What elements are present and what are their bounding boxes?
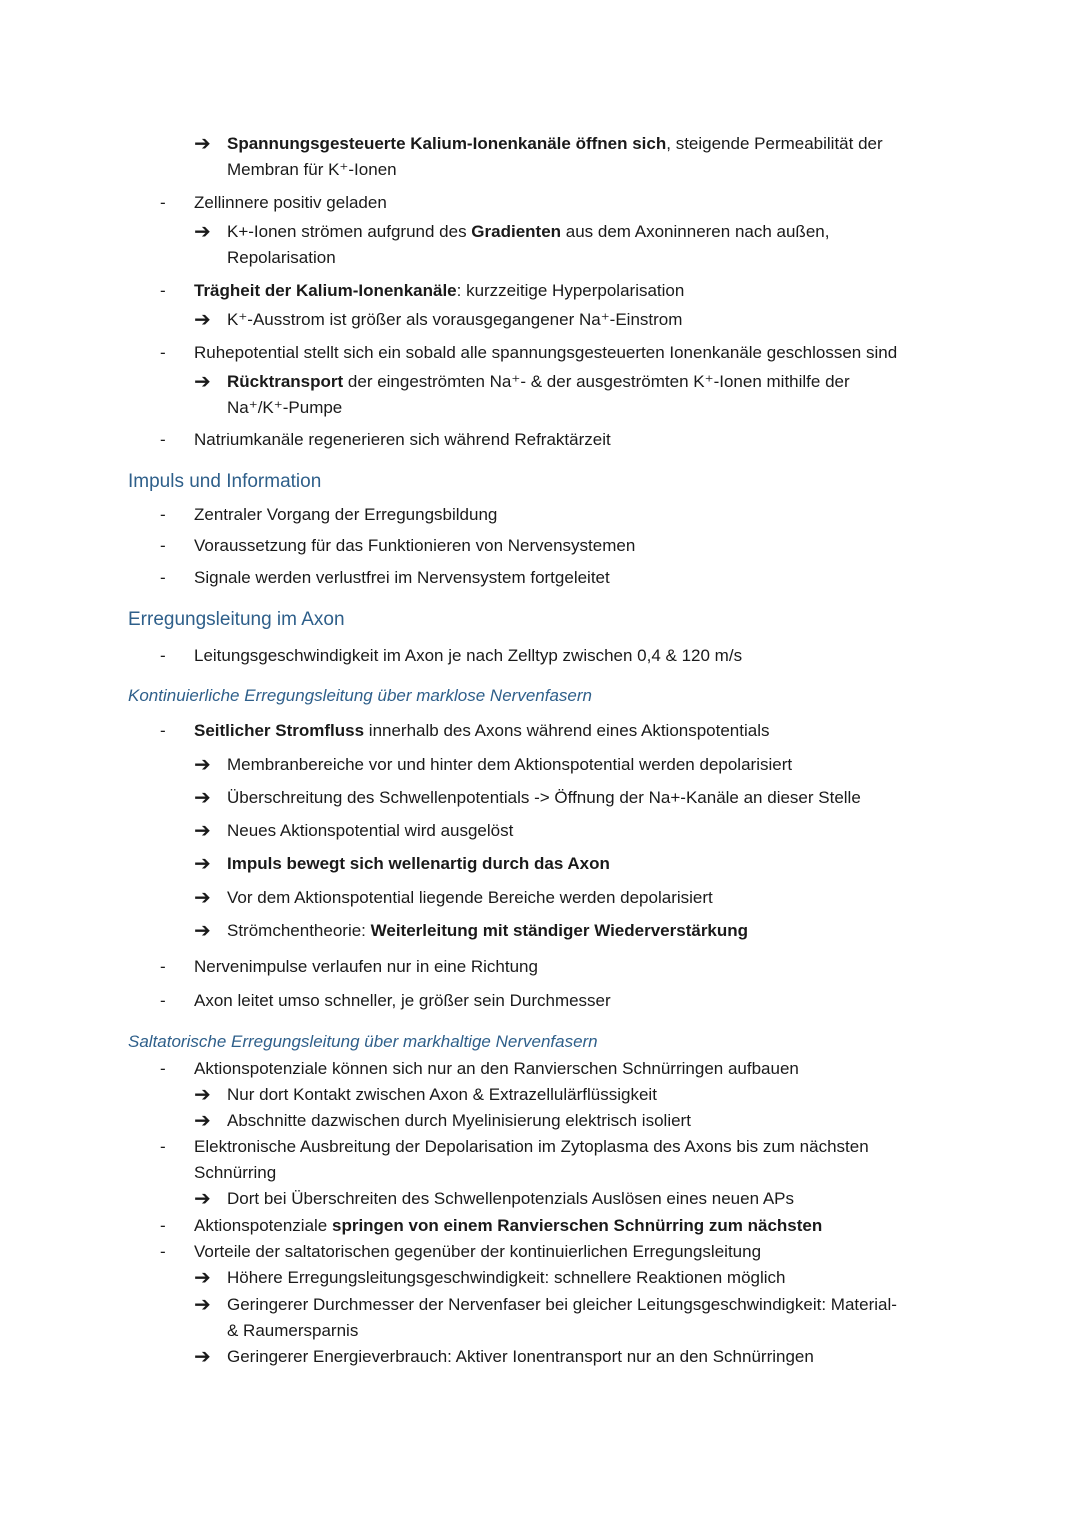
- text-run: Impuls und Information: [128, 471, 322, 492]
- text-run: , steigende Permeabilität der: [666, 134, 883, 153]
- text-run: Vorteile der saltatorischen gegenüber der kontinuierlichen Erregungsleitung: [194, 1242, 762, 1261]
- text-line: [227, 247, 336, 269]
- bullet-dash: -: [160, 721, 166, 740]
- text-line: [227, 309, 682, 331]
- text-run: Schnürring: [194, 1163, 277, 1182]
- bullet-dash: -: [160, 193, 166, 212]
- section-heading: [128, 608, 345, 632]
- text-line: [194, 504, 497, 526]
- text-run: Voraussetzung für das Funktionieren von Nervensystemen: [194, 536, 636, 555]
- text-run: Zellinnere positiv geladen: [194, 193, 387, 212]
- section-heading: [128, 470, 321, 494]
- text-run: Membran für K⁺-Ionen: [227, 160, 397, 179]
- text-run: innerhalb des Axons während eines Aktionspotentials: [364, 721, 770, 740]
- arrow-icon: ➔: [194, 371, 211, 393]
- text-run: Strömchentheorie:: [227, 921, 371, 940]
- arrow-icon: ➔: [194, 754, 211, 776]
- arrow-icon: ➔: [194, 1346, 211, 1368]
- text-line: [227, 754, 792, 776]
- text-run: Ruhepotential stellt sich ein sobald alle spannungsgesteuerten Ionenkanäle geschlossen sind: [194, 343, 898, 362]
- text-run: Zentraler Vorgang der Erregungsbildung: [194, 505, 498, 524]
- text-run: Natriumkanäle regenerieren sich während Refraktärzeit: [194, 430, 611, 449]
- text-line: [227, 853, 610, 875]
- text-run: Höhere Erregungsleitungsgeschwindigkeit: schnellere Reaktionen möglich: [227, 1268, 786, 1287]
- bullet-dash: -: [160, 430, 166, 449]
- text-line: [227, 1267, 786, 1289]
- bullet-dash: -: [160, 957, 166, 976]
- text-line: [194, 192, 387, 214]
- text-run: der eingeströmten Na⁺- & der ausgeströmten K⁺-Ionen mithilfe der: [343, 372, 850, 391]
- text-run: Membranbereiche vor und hinter dem Aktionspotential werden depolarisiert: [227, 755, 793, 774]
- text-run: Elektronische Ausbreitung der Depolarisation im Zytoplasma des Axons bis zum nächsten: [194, 1137, 869, 1156]
- text-run: Saltatorische Erregungsleitung über markhaltige Nervenfasern: [128, 1032, 598, 1051]
- text-line: [194, 1241, 761, 1263]
- arrow-icon: ➔: [194, 1188, 211, 1210]
- text-line: [227, 371, 850, 393]
- arrow-icon: ➔: [194, 887, 211, 909]
- bullet-dash: -: [160, 505, 166, 524]
- text-run: aus dem Axoninneren nach außen,: [561, 222, 830, 241]
- text-line: [194, 1162, 276, 1184]
- bold-text: Trägheit der Kalium-Ionenkanäle: [194, 281, 457, 300]
- bold-text: Spannungsgesteuerte Kalium-Ionenkanäle öffnen sich: [227, 134, 667, 153]
- arrow-icon: ➔: [194, 133, 211, 155]
- arrow-icon: ➔: [194, 309, 211, 331]
- bold-text: Weiterleitung mit ständiger Wiederverstärkung: [370, 921, 749, 940]
- text-run: Abschnitte dazwischen durch Myelinisierung elektrisch isoliert: [227, 1111, 691, 1130]
- arrow-icon: ➔: [194, 853, 211, 875]
- text-run: Erregungsleitung im Axon: [128, 609, 345, 630]
- arrow-icon: ➔: [194, 1267, 211, 1289]
- text-run: Aktionspotenziale können sich nur an den Ranvierschen Schnürringen aufbauen: [194, 1059, 799, 1078]
- text-line: [227, 920, 748, 942]
- text-run: Vor dem Aktionspotential liegende Bereiche werden depolarisiert: [227, 888, 713, 907]
- bullet-dash: -: [160, 1216, 166, 1235]
- text-run: Neues Aktionspotential wird ausgelöst: [227, 821, 514, 840]
- arrow-icon: ➔: [194, 820, 211, 842]
- text-run: Aktionspotenziale: [194, 1216, 332, 1235]
- text-run: Dort bei Überschreiten des Schwellenpotenzials Auslösen eines neuen APs: [227, 1189, 795, 1208]
- text-line: [194, 280, 684, 302]
- bullet-dash: -: [160, 281, 166, 300]
- text-line: [227, 1188, 794, 1210]
- bullet-dash: -: [160, 343, 166, 362]
- text-line: [227, 1346, 814, 1368]
- text-run: Geringerer Durchmesser der Nervenfaser bei gleicher Leitungsgeschwindigkeit: Material-: [227, 1295, 897, 1314]
- text-line: [227, 1320, 358, 1342]
- text-line: [194, 429, 611, 451]
- text-line: [227, 159, 397, 181]
- text-line: [227, 1084, 657, 1106]
- text-run: Überschreitung des Schwellenpotentials -> Öffnung der Na+-Kanäle an dieser Stelle: [227, 788, 861, 807]
- text-line: [227, 787, 861, 809]
- text-line: [194, 1136, 869, 1158]
- arrow-icon: ➔: [194, 1110, 211, 1132]
- bold-text: Seitlicher Stromfluss: [194, 721, 365, 740]
- text-run: Na⁺/K⁺-Pumpe: [227, 398, 343, 417]
- text-run: Nervenimpulse verlaufen nur in eine Richtung: [194, 957, 538, 976]
- bullet-dash: -: [160, 568, 166, 587]
- text-run: Geringerer Energieverbrauch: Aktiver Ionentransport nur an den Schnürringen: [227, 1347, 814, 1366]
- text-line: [194, 342, 897, 364]
- text-line: [227, 133, 883, 155]
- bold-text: springen von einem Ranvierschen Schnürring zum nächsten: [331, 1216, 823, 1235]
- text-run: K+-Ionen strömen aufgrund des: [227, 222, 472, 241]
- text-line: [194, 1058, 799, 1080]
- text-run: Signale werden verlustfrei im Nervensystem fortgeleitet: [194, 568, 610, 587]
- text-line: [227, 820, 513, 842]
- arrow-icon: ➔: [194, 221, 211, 243]
- text-line: [227, 887, 713, 909]
- text-line: [227, 397, 342, 419]
- arrow-icon: ➔: [194, 1084, 211, 1106]
- text-line: [227, 1110, 691, 1132]
- bold-text: Rücktransport: [227, 372, 344, 391]
- bullet-dash: -: [160, 1137, 166, 1156]
- arrow-icon: ➔: [194, 1294, 211, 1316]
- arrow-icon: ➔: [194, 787, 211, 809]
- bullet-dash: -: [160, 646, 166, 665]
- text-run: K⁺-Ausstrom ist größer als vorausgegangener Na⁺-Einstrom: [227, 310, 683, 329]
- text-run: Axon leitet umso schneller, je größer sein Durchmesser: [194, 991, 611, 1010]
- text-run: & Raumersparnis: [227, 1321, 359, 1340]
- text-run: : kurzzeitige Hyperpolarisation: [456, 281, 685, 300]
- bold-text: Gradienten: [471, 222, 562, 241]
- text-line: [227, 1294, 897, 1316]
- text-run: Nur dort Kontakt zwischen Axon & Extrazellulärflüssigkeit: [227, 1085, 657, 1104]
- text-line: [194, 567, 610, 589]
- section-subheading: [128, 1031, 598, 1053]
- bullet-dash: -: [160, 991, 166, 1010]
- text-run: Leitungsgeschwindigkeit im Axon je nach Zelltyp zwischen 0,4 & 120 m/s: [194, 646, 743, 665]
- text-line: [194, 1215, 822, 1237]
- section-subheading: [128, 685, 592, 707]
- text-line: [227, 221, 829, 243]
- text-run: Repolarisation: [227, 248, 336, 267]
- text-line: [194, 720, 770, 742]
- text-line: [194, 535, 635, 557]
- bullet-dash: -: [160, 536, 166, 555]
- bullet-dash: -: [160, 1242, 166, 1261]
- text-line: [194, 645, 742, 667]
- arrow-icon: ➔: [194, 920, 211, 942]
- bold-text: Impuls bewegt sich wellenartig durch das Axon: [227, 854, 610, 873]
- text-run: Kontinuierliche Erregungsleitung über marklose Nervenfasern: [128, 686, 592, 705]
- text-line: [194, 956, 538, 978]
- text-line: [194, 990, 611, 1012]
- bullet-dash: -: [160, 1059, 166, 1078]
